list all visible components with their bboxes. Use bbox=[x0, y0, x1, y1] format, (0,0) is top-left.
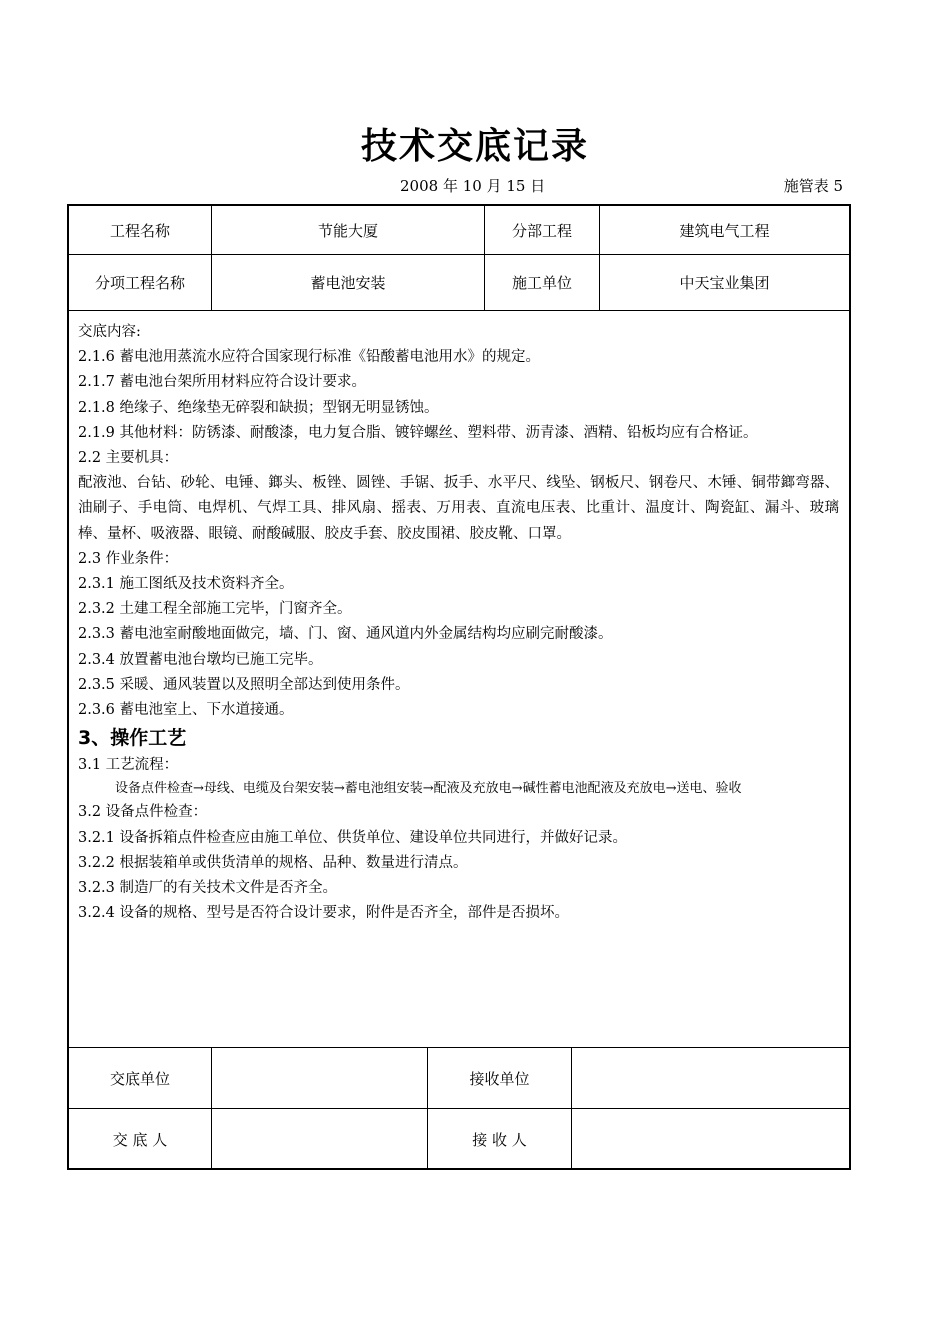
field-receiving-unit[interactable] bbox=[572, 1048, 849, 1108]
content-line: 2.3 作业条件： bbox=[78, 550, 179, 567]
content-line: 2.1.6 蓄电池用蒸流水应符合国家现行标准《铅酸蓄电池用水》的规定。 bbox=[78, 349, 541, 366]
label-subitem-name: 分项工程名称 bbox=[69, 254, 212, 310]
form-number: 施管表 5 bbox=[783, 177, 843, 195]
content-line: 3.2.3 制造厂的有关技术文件是否齐全。 bbox=[78, 880, 338, 897]
header-row-project bbox=[69, 206, 849, 255]
content-line: 2.3.2 土建工程全部施工完毕，门窗齐全。 bbox=[78, 601, 352, 618]
label-discloser: 交 底 人 bbox=[69, 1108, 212, 1170]
content-line: 2.3.5 采暖、通风装置以及照明全部达到使用条件。 bbox=[78, 676, 410, 693]
label-receiving-unit: 接收单位 bbox=[428, 1048, 572, 1108]
signature-row-person bbox=[69, 1108, 849, 1170]
content-line: 3.1 工艺流程： bbox=[78, 757, 179, 774]
content-line: 2.3.1 施工图纸及技术资料齐全。 bbox=[78, 576, 294, 593]
content-line: 3.2.4 设备的规格、型号是否符合设计要求，附件是否齐全，部件是否损坏。 bbox=[78, 905, 570, 922]
content-line: 3.2 设备点件检查： bbox=[78, 804, 208, 821]
label-project-name: 工程名称 bbox=[69, 206, 212, 254]
content-line: 配液池、台钻、砂轮、电锤、鎯头、板锉、圆锉、手锯、扳手、水平尺、线坠、钢板尺、钢卷尺、木锤、铜带鎯弯器、油刷子、手电筒、电焊机、气焊工具、排风扇、摇表、万用表、直流电压表、比重计、温度计、陶瓷缸、漏斗、玻璃棒、量杯、吸液器、眼镜、耐酸碱服、胶皮手套、胶皮围裙、胶皮靴、口罩。 bbox=[78, 475, 839, 542]
value-contractor: 中天宝业集团 bbox=[679, 273, 770, 292]
disclosure-content bbox=[69, 310, 849, 1048]
value-subitem-name: 蓄电池安装 bbox=[212, 254, 485, 310]
field-discloser[interactable] bbox=[212, 1108, 428, 1170]
content-line: 2.2 主要机具： bbox=[78, 450, 179, 467]
label-disclosing-unit: 交底单位 bbox=[69, 1048, 212, 1108]
content-line: 2.1.7 蓄电池台架所用材料应符合设计要求。 bbox=[78, 374, 367, 391]
record-table bbox=[67, 204, 851, 1170]
content-line: 2.3.3 蓄电池室耐酸地面做完，墙、门、窗、通风道内外金属结构均应刷完耐酸漆。 bbox=[78, 626, 613, 643]
signature-row-unit bbox=[69, 1048, 849, 1109]
field-receiver[interactable] bbox=[572, 1108, 849, 1170]
document-title: 技术交底记录 bbox=[360, 126, 589, 167]
content-line: 3.2.2 根据装箱单或供货清单的规格、品种、数量进行清点。 bbox=[78, 854, 468, 871]
document-date: 2008 年 10 月 15 日 bbox=[400, 177, 546, 195]
content-line: 2.3.4 放置蓄电池台墩均已施工完毕。 bbox=[78, 651, 323, 668]
label-contractor: 施工单位 bbox=[485, 254, 600, 310]
content-line: 3.2.1 设备拆箱点件检查应由施工单位、供货单位、建设单位共同进行，并做好记录。 bbox=[78, 829, 628, 846]
label-division: 分部工程 bbox=[485, 206, 600, 254]
header-row-subitem bbox=[69, 254, 849, 311]
value-project-name: 节能大厦 bbox=[212, 206, 485, 254]
field-disclosing-unit[interactable] bbox=[212, 1048, 428, 1108]
label-receiver: 接 收 人 bbox=[428, 1108, 572, 1170]
content-line: 2.1.9 其他材料：防锈漆、耐酸漆，电力复合脂、镀锌螺丝、塑料带、沥青漆、酒精、铅板均应有合格证。 bbox=[78, 424, 758, 441]
content-line: 2.3.6 蓄电池室上、下水道接通。 bbox=[78, 702, 294, 719]
process-flow: 设备点件检查→母线、电缆及台架安装→蓄电池组安装→配液及充放电→碱性蓄电池配液及充放电→送电、验收 bbox=[115, 781, 742, 797]
content-line: 2.1.8 绝缘子、绝缘垫无碎裂和缺损；型钢无明显锈蚀。 bbox=[78, 399, 439, 416]
value-division: 建筑电气工程 bbox=[679, 221, 770, 240]
content-heading: 交底内容: bbox=[78, 324, 141, 340]
section-3-title: 3、操作工艺 bbox=[78, 727, 187, 750]
